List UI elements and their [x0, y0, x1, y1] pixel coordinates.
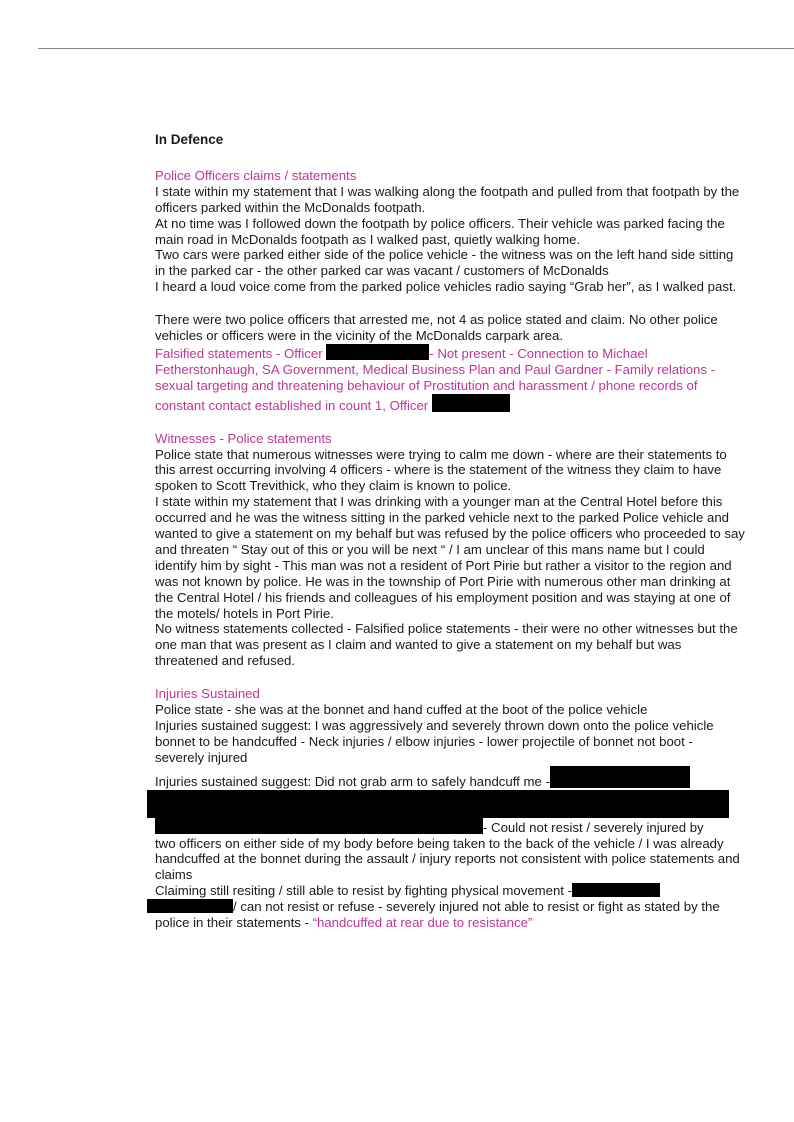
- section-title-police-claims: Police Officers claims / statements: [155, 167, 357, 183]
- paragraph: I heard a loud voice come from the parked police vehicles radio saying “Grab her”, as I walked past.: [155, 279, 737, 295]
- paragraph: Police state - she was at the bonnet and hand cuffed at the boot of the police vehicle: [155, 702, 648, 718]
- paragraph: [155, 818, 745, 836]
- paragraph: two officers on either side of my body before being taken to the back of the vehicle / I was already handcuffed at the bonnet during the assault / injury reports not consistent with police statements and claims: [155, 835, 740, 883]
- quoted-claim: “handcuffed at rear due to resistance”: [312, 915, 533, 931]
- redaction-block: [147, 899, 233, 913]
- paragraph: Police state that numerous witnesses were trying to calm me down - where are their statements to this arrest occurring involving 4 officers - where is the statement of the witness they claim to have spoken to Scott Trevithick, who they claim is known to police.: [155, 446, 727, 494]
- falsified-text-b: - Not present - Connection to Michael Fetherstonhaugh, SA Government, Medical Business Plan and Paul Gardner - Family relations - sexual targeting and threatening behaviour of Prostitution and harassment / phone records of constant contact established in count 1, Officer: [155, 345, 716, 413]
- redaction-block: [326, 344, 429, 360]
- paragraph: I state within my statement that I was walking along the footpath and pulled from that footpath by the officers parked within the McDonalds footpath.: [155, 183, 740, 215]
- falsified-statements-paragraph: [155, 344, 745, 414]
- injuries-text-c: Claiming still resiting / still able to resist by fighting physical movement -: [155, 883, 573, 899]
- injuries-text-b: - Could not resist / severely injured by: [483, 819, 704, 835]
- redaction-block: [432, 394, 510, 412]
- paragraph: [155, 883, 745, 899]
- page-title: In Defence: [155, 132, 224, 147]
- redaction-block: [155, 818, 483, 834]
- injuries-text-d: / can not resist or refuse - severely injured not able to resist or fight as stated by the police in their statements -: [155, 899, 720, 931]
- injuries-text-a: Injuries sustained suggest: Did not grab arm to safely handcuff me -: [155, 773, 550, 789]
- section-title-injuries: Injuries Sustained: [155, 686, 260, 702]
- redaction-block: [147, 790, 729, 818]
- paragraph: Injuries sustained suggest: I was aggressively and severely thrown down onto the police vehicle bonnet to be handcuffed - Neck injuries / elbow injuries - lower projectile of bonnet not boot - severely injured: [155, 718, 714, 765]
- paragraph: I state within my statement that I was drinking with a younger man at the Central Hotel before this occurred and he was the witness sitting in the parked vehicle next to the parked Police vehicle and wanted to give a statement on my behalf but was refused by the police officers who proceeded to say and threaten “ Stay out of this or you will be next “ / I am unclear of this mans name but I could identify him by sight - This man was not a resident of Port Pirie but rather a visitor to the region and was not known by police. He was in the township of Port Pirie with numerous other man drinking at the Central Hotel / his friends and colleagues of his employment position and was staying at one of the motels/ hotels in Port Pirie.: [155, 494, 745, 621]
- redaction-block: [572, 883, 660, 897]
- scan-edge-line: [38, 48, 794, 49]
- paragraph: There were two police officers that arrested me, not 4 as police stated and claim. No other police vehicles or officers were in the vicinity of the McDonalds carpark area.: [155, 312, 718, 344]
- section-title-witnesses: Witnesses - Police statements: [155, 430, 332, 446]
- paragraph: No witness statements collected - Falsified police statements - their were no other witnesses but the one man that was present as I claim and wanted to give a statement on my behalf but was threatened and refused.: [155, 621, 738, 669]
- paragraph: [155, 899, 745, 931]
- paragraph: Two cars were parked either side of the police vehicle - the witness was on the left hand side sitting in the parked car - the other parked car was vacant / customers of McDonalds: [155, 247, 734, 279]
- document-body: [155, 132, 745, 931]
- redaction-block: [550, 766, 690, 788]
- paragraph: [155, 766, 745, 790]
- falsified-text-a: Falsified statements - Officer: [155, 345, 323, 361]
- paragraph: At no time was I followed down the footpath by police officers. Their vehicle was parked facing the main road in McDonalds footpath as I walked past, quietly walking home.: [155, 215, 725, 247]
